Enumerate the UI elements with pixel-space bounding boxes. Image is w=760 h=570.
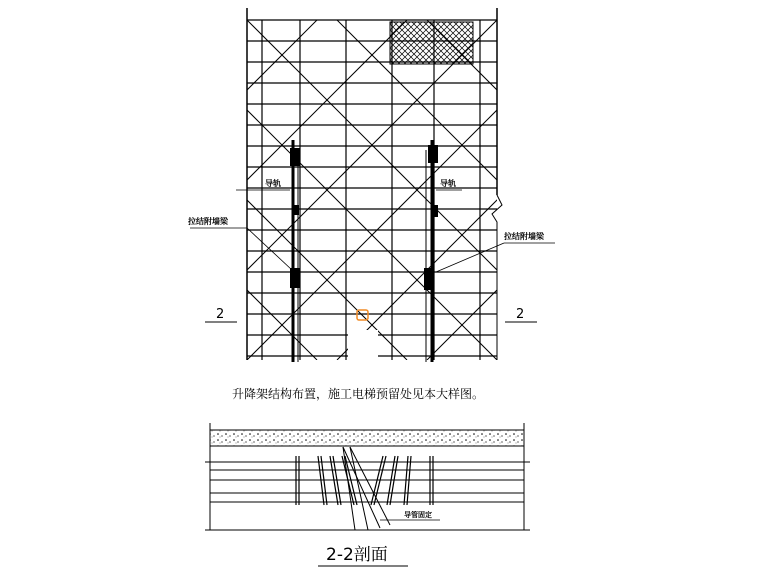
- brace-line: [517, 20, 760, 360]
- section-marker-left-label: 2: [216, 307, 225, 322]
- label-left-top: 导轨: [265, 179, 281, 188]
- brace-line: [0, 20, 227, 360]
- label-left-side: 拉结附墙梁: [188, 217, 228, 226]
- brace-line: [607, 20, 760, 360]
- section-callout: 导管固定: [404, 511, 432, 519]
- elevation-caption: 升降架结构布置，施工电梯预留处见本大样图。: [232, 387, 485, 401]
- label-right-side: 拉结附墙梁: [504, 232, 544, 241]
- section-title: 2-2剖面: [326, 545, 388, 565]
- mesh-panel: [390, 22, 473, 64]
- section-mark-right: [505, 307, 537, 322]
- scaffold-ledgers: [247, 20, 497, 356]
- elevator-opening: [348, 330, 378, 362]
- section-horizontal-members: [205, 462, 530, 530]
- brace-line: [607, 20, 760, 360]
- section-mark-left: [205, 307, 237, 322]
- brace-line: [517, 20, 760, 360]
- section-marker-right-label: 2: [516, 307, 525, 322]
- label-right-top: 导轨: [440, 179, 456, 188]
- concrete-slab: [210, 430, 524, 446]
- brace-line: [427, 20, 760, 360]
- scaffold-braces: [0, 20, 760, 360]
- brace-line: [0, 20, 227, 360]
- brace-line: [427, 20, 760, 360]
- elevation-view: [0, 8, 760, 401]
- section-view: [205, 423, 530, 566]
